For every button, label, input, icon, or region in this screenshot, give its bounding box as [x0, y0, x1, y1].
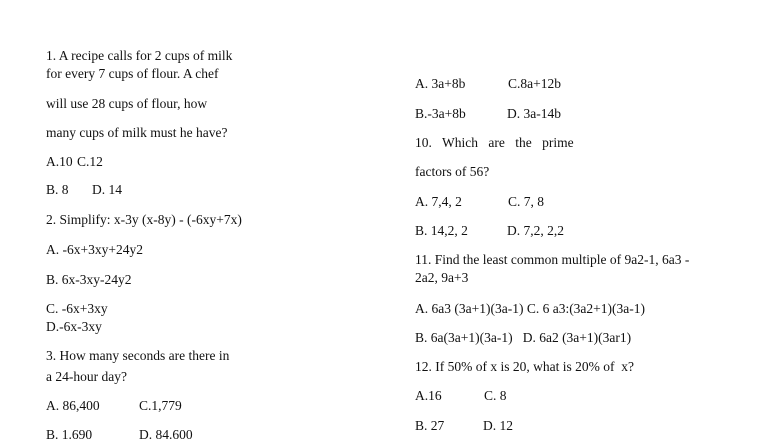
q2-option-c: C. -6x+3xy [46, 301, 108, 316]
q10-option-d: D. 7,2, 2,2 [507, 223, 564, 238]
q1-option-c: C.12 [77, 154, 103, 169]
q9-option-a: A. 3a+8b [415, 76, 466, 91]
q11-options-ac: A. 6a3 (3a+1)(3a-1) C. 6 a3:(3a2+1)(3a-1) [415, 301, 646, 316]
q11-options-bd: B. 6a(3a+1)(3a-1) D. 6a2 (3a+1)(3ar1) [415, 330, 632, 345]
q1-option-d: D. 14 [92, 182, 122, 197]
q3-option-d: D. 84.600 [139, 427, 193, 441]
q3-text: a 24-hour day? [46, 369, 127, 384]
q10-option-a: A. 7,4, 2 [415, 194, 462, 209]
q2-option-d: D.-6x-3xy [46, 319, 102, 334]
q9-option-c: C.8a+12b [508, 76, 561, 91]
q12-text: 12. If 50% of x is 20, what is 20% of x? [415, 359, 634, 374]
q2-option-b: B. 6x-3xy-24y2 [46, 272, 132, 287]
q9-option-d: D. 3a-14b [507, 106, 561, 121]
q1-text: many cups of milk must he have? [46, 125, 228, 140]
q3-option-b: B. 1.690 [46, 427, 93, 441]
q11-text: 2a2, 9a+3 [415, 270, 469, 285]
q12-option-d: D. 12 [483, 418, 513, 433]
q1-option-a: A.10 [46, 154, 73, 169]
q10-option-b: B. 14,2, 2 [415, 223, 468, 238]
q1-text: for every 7 cups of flour. A chef [46, 66, 219, 81]
q3-option-c: C.1,779 [139, 398, 182, 413]
q11-text: 11. Find the least common multiple of 9a2-1, 6a3 - [415, 252, 690, 267]
q10-text: 10. Which are the prime [415, 135, 574, 150]
q3-text: 3. How many seconds are there in [46, 348, 230, 363]
q1-text: will use 28 cups of flour, how [46, 96, 208, 111]
q12-option-b: B. 27 [415, 418, 445, 433]
q12-option-a: A.16 [415, 388, 442, 403]
q10-option-c: C. 7, 8 [508, 194, 545, 209]
q3-option-a: A. 86,400 [46, 398, 100, 413]
q12-option-c: C. 8 [484, 388, 507, 403]
q9-option-b: B.-3a+8b [415, 106, 466, 121]
q1-text: 1. A recipe calls for 2 cups of milk [46, 48, 233, 63]
q1-option-b: B. 8 [46, 182, 69, 197]
q10-text: factors of 56? [415, 164, 490, 179]
q2-option-a: A. -6x+3xy+24y2 [46, 242, 143, 257]
q2-text: 2. Simplify: x-3y (x-8y) - (-6xy+7x) [46, 212, 242, 227]
